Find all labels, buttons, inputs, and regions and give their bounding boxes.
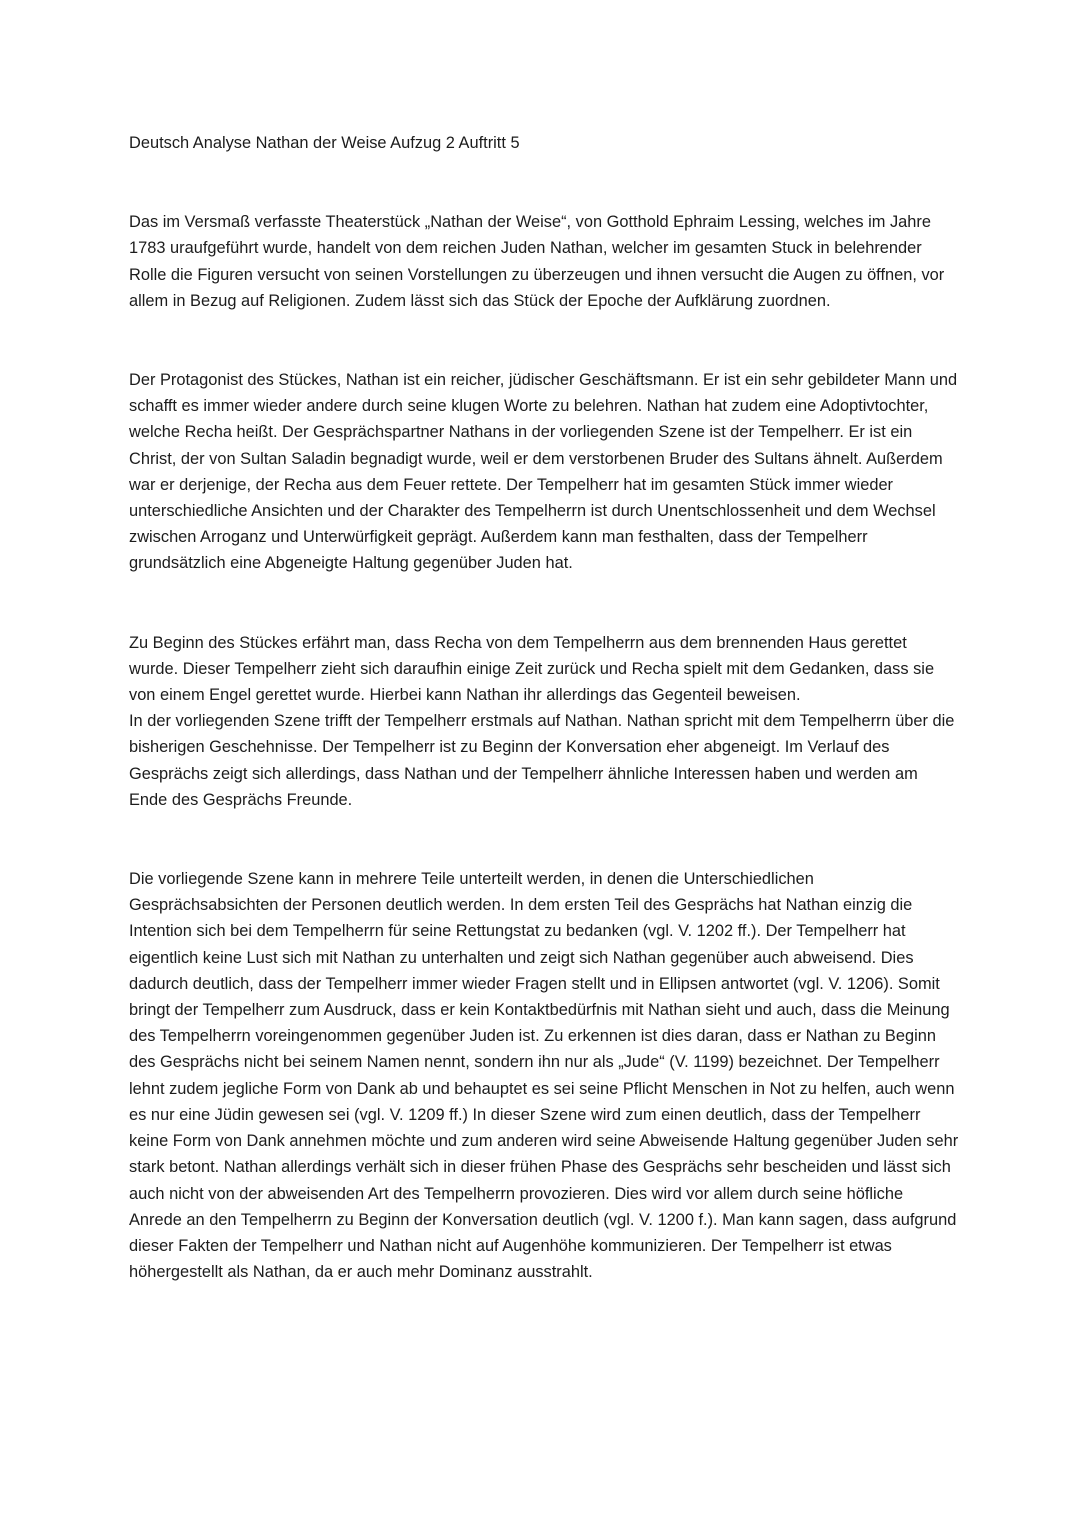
spacer <box>129 156 959 209</box>
spacer <box>129 314 959 367</box>
document-title: Deutsch Analyse Nathan der Weise Aufzug 2 Auftritt 5 <box>129 134 520 152</box>
paragraph-scene-summary: In der vorliegenden Szene trifft der Tempelherr erstmals auf Nathan. Nathan spricht mit dem Tempelherrn über die bisherigen Geschehnisse. Der Tempelherr ist zu Beginn der Konversation eher abgeneigt. Im Verlauf des Gesprächs zeigt sich allerdings, dass Nathan und der Tempelherr ähnliche Interessen haben und werden am Ende des Gesprächs Freunde. <box>129 712 955 809</box>
paragraph-analysis: Die vorliegende Szene kann in mehrere Teile unterteilt werden, in denen die Unterschiedlichen Gesprächsabsichten der Personen deutlich werden. In dem ersten Teil des Gesprächs hat Nathan einzig die Intention sich bei dem Tempelherrn für seine Rettungstat zu bedanken (vgl. V. 1202 ff.). Der Tempelherr hat eigentlich keine Lust sich mit Nathan zu unterhalten und zeigt sich Nathan gegenüber auch abweisend. Dies dadurch deutlich, dass der Tempelherr immer wieder Fragen stellt und in Ellipsen antwortet (vgl. V. 1206). Somit bringt der Tempelherr zum Ausdruck, dass er kein Kontaktbedürfnis mit Nathan sieht und auch, dass die Meinung des Tempelherrn voreingenommen gegenüber Juden ist. Zu erkennen ist dies daran, dass er Nathan zu Beginn des Gesprächs nicht bei seinem Namen nennt, sondern ihn nur als „Jude“ (V. 1199) bezeichnet. Der Tempelherr lehnt zudem jegliche Form von Dank ab und behauptet es sei seine Pflicht Menschen in Not zu helfen, auch wenn es nur eine Jüdin gewesen sei (vgl. V. 1209 ff.) In dieser Szene wird zum einen deutlich, dass der Tempelherr keine Form von Dank annehmen möchte und zum anderen wird seine Abweisende Haltung gegenüber Juden sehr stark betont. Nathan allerdings verhält sich in dieser frühen Phase des Gesprächs sehr bescheiden und lässt sich auch nicht von der abweisenden Art des Tempelherrn provozieren. Dies wird vor allem durch seine höfliche Anrede an den Tempelherrn zu Beginn der Konversation deutlich (vgl. V. 1200 f.). Man kann sagen, dass aufgrund dieser Fakten der Tempelherr und Nathan nicht auf Augenhöhe kommunizieren. Der Tempelherr ist etwas höhergestellt als Nathan, da er auch mehr Dominanz ausstrahlt. <box>129 870 959 1282</box>
paragraph-characters: Der Protagonist des Stückes, Nathan ist ein reicher, jüdischer Geschäftsmann. Er ist ein sehr gebildeter Mann und schafft es immer wieder andere durch seine klugen Worte zu belehren. Nathan hat zudem eine Adoptivtochter, welche Recha heißt. Der Gesprächspartner Nathans in der vorliegenden Szene ist der Tempelherr. Er ist ein Christ, der von Sultan Saladin begnadigt wurde, weil er dem verstorbenen Bruder des Sultans ähnelt. Außerdem war er derjenige, der Recha aus dem Feuer rettete. Der Tempelherr hat im gesamten Stück immer wieder unterschiedliche Ansichten und der Charakter des Tempelherrn ist durch Unentschlossenheit und dem Wechsel zwischen Arroganz und Unterwürfigkeit geprägt. Außerdem kann man festhalten, dass der Tempelherr grundsätzlich eine Abgeneigte Haltung gegenüber Juden hat. <box>129 371 958 573</box>
document-page <box>129 130 959 1285</box>
spacer <box>129 577 959 630</box>
paragraph-introduction: Das im Versmaß verfasste Theaterstück „Nathan der Weise“, von Gotthold Ephraim Lessing, welches im Jahre 1783 uraufgeführt wurde, handelt von dem reichen Juden Nathan, welcher im gesamten Stuck in belehrender Rolle die Figuren versucht von seinen Vorstellungen zu überzeugen und ihnen versucht die Augen zu öffnen, vor allem in Bezug auf Religionen. Zudem lässt sich das Stück der Epoche der Aufklärung zuordnen. <box>129 213 945 310</box>
spacer <box>129 813 959 866</box>
paragraph-context: Zu Beginn des Stückes erfährt man, dass Recha von dem Tempelherrn aus dem brennenden Haus gerettet wurde. Dieser Tempelherr zieht sich daraufhin einige Zeit zurück und Recha spielt mit dem Gedanken, dass sie von einem Engel gerettet wurde. Hierbei kann Nathan ihr allerdings das Gegenteil beweisen. <box>129 633 935 705</box>
